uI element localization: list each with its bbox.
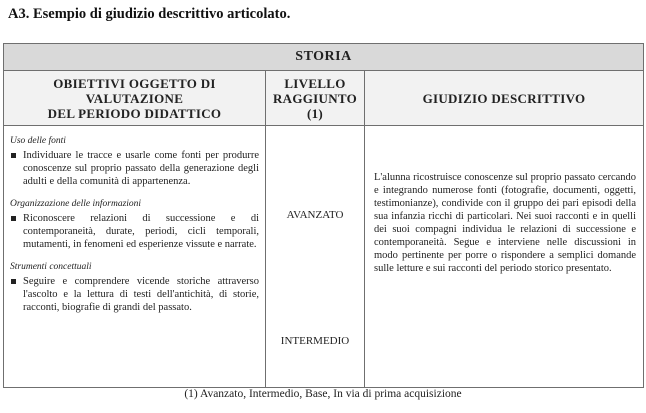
level-avanzato: AVANZATO: [286, 209, 344, 221]
levels-cell: [266, 126, 365, 388]
area-label-organizzazione: Organizzazione delle informazioni: [10, 199, 142, 209]
header-livello: LIVELLO RAGGIUNTO (1): [266, 71, 365, 126]
bullet-square-icon: [11, 153, 16, 158]
giudizio-cell: [365, 126, 644, 388]
objective-item: Seguire e comprendere vicende storiche attraverso l'ascolto e la lettura di testi dell'antichità, di storie, racconti, biografie di grandi del passato.: [10, 275, 259, 314]
section-heading: A3. Esempio di giudizio descrittivo articolato.: [8, 6, 291, 22]
level-intermedio: INTERMEDIO: [280, 335, 350, 347]
giudizio-text: L'alunna ricostruisce conoscenze sul proprio passato cercando e integrando numerose fonti (fotografie, documenti, oggetti, testimonianze), condivide con il gruppo dei pari episodi della sua infanzia ricchi di particolari. Nei suoi racconti e in quelli dei suoi compagni individua le relazioni di successione e contemporaneità. Segue e interviene nelle discussioni in modo pertinente per porre o rispondere a semplici domande sulle letture e sui racconti del periodo storico presentato.: [374, 172, 637, 274]
objective-item: Riconoscere relazioni di successione e di contemporaneità, durate, periodi, cicli temporali, mutamenti, in fenomeni ed esperienze vissute e narrate.: [10, 212, 259, 251]
footnote: (1) Avanzato, Intermedio, Base, In via di prima acquisizione: [184, 388, 462, 400]
subject-band: STORIA: [4, 44, 644, 71]
objective-item: Individuare le tracce e usarle come fonti per produrre conoscenze sul proprio passato della generazione degli adulti e della comunità di appartenenza.: [10, 149, 259, 188]
storia-evaluation-table: [3, 43, 644, 388]
area-label-fonti: Uso delle fonti: [10, 136, 66, 146]
objectives-cell: [4, 126, 266, 388]
header-giudizio: GIUDIZIO DESCRITTIVO: [365, 71, 644, 126]
area-label-strumenti: Strumenti concettuali: [10, 262, 92, 272]
bullet-square-icon: [11, 279, 16, 284]
header-obiettivi: OBIETTIVI OGGETTO DI VALUTAZIONE DEL PERIODO DIDATTICO: [4, 71, 266, 126]
bullet-square-icon: [11, 216, 16, 221]
